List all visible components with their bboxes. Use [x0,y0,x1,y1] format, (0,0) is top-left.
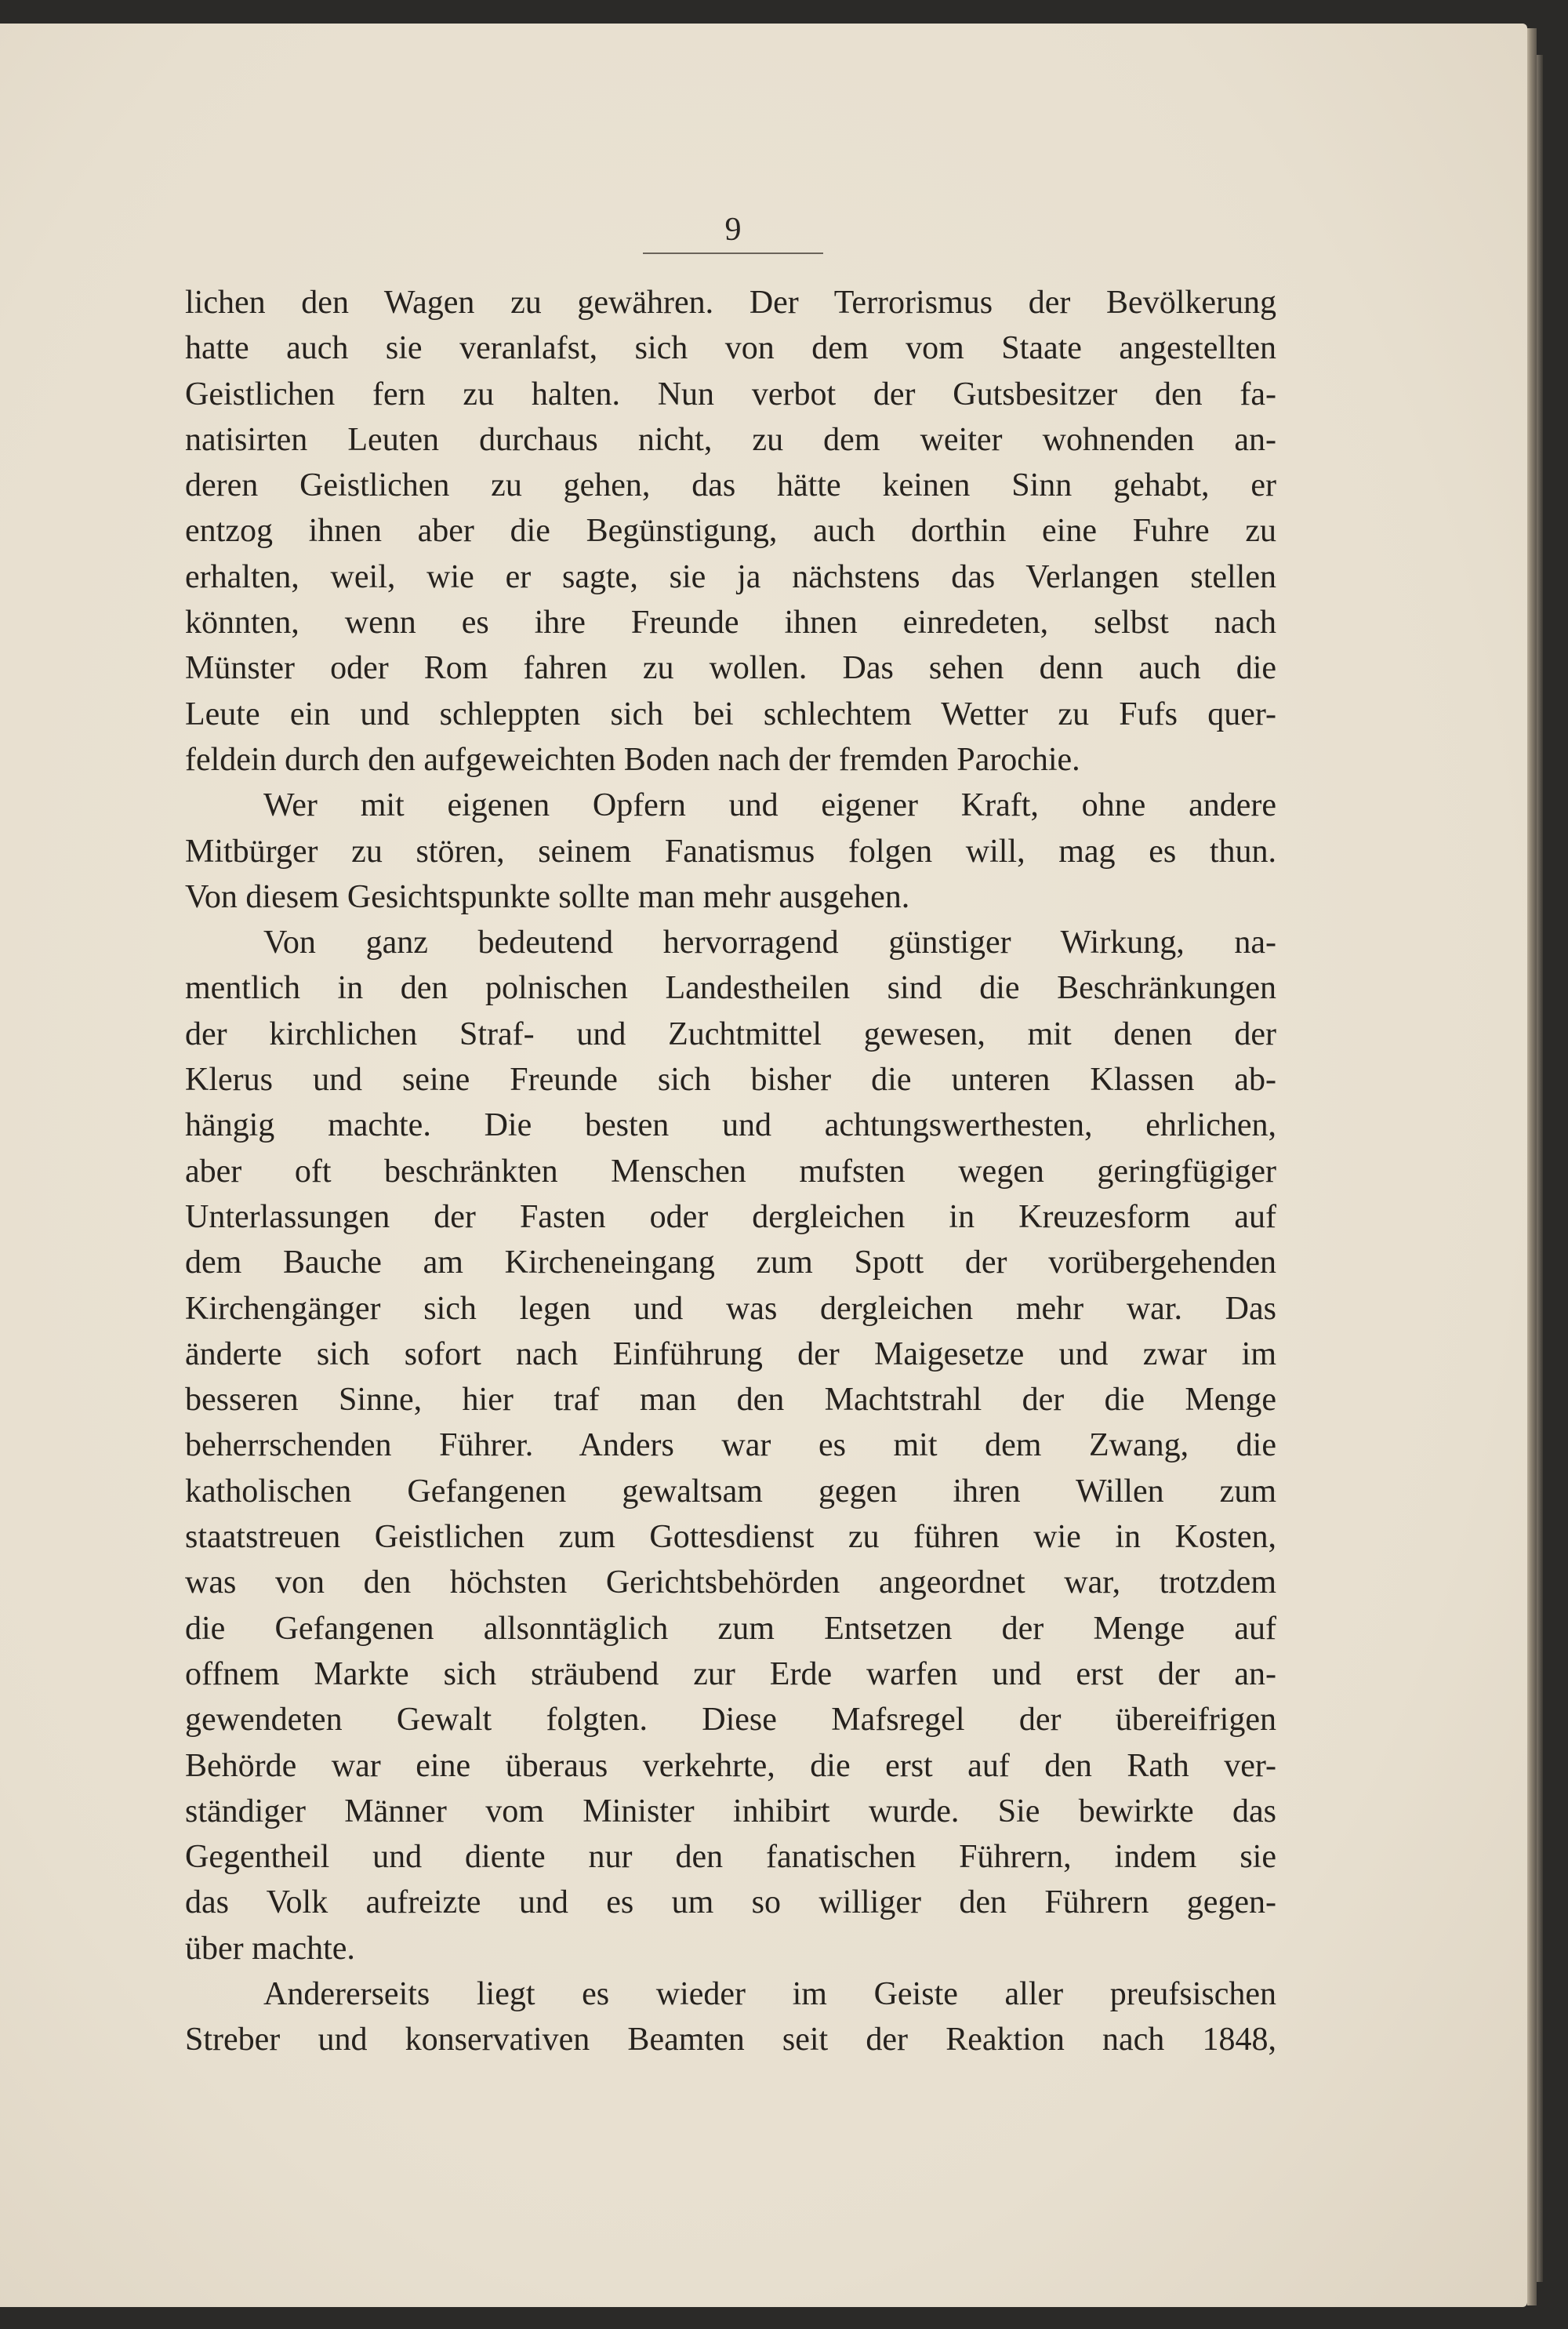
text-line: Münster oder Rom fahren zu wollen. Das sehen denn auch die [185,650,1276,687]
book-edge [1537,55,1543,2282]
text-line: offnem Markte sich sträubend zur Erde warfen und erst der an- [185,1655,1276,1692]
text-line: ständiger Männer vom Minister inhibirt wurde. Sie bewirkte das [185,1793,1276,1829]
text-line: der kirchlichen Straf- und Zuchtmittel gewesen, mit denen der [185,1016,1276,1052]
text-line: natisirten Leuten durchaus nicht, zu dem weiter wohnenden an- [185,421,1276,458]
text-line: Klerus und seine Freunde sich bisher die unteren Klassen ab- [185,1062,1276,1099]
text-line: gewendeten Gewalt folgten. Diese Mafsregel der übereifrigen [185,1702,1276,1739]
page-number: 9 [643,212,823,254]
text-line: staatstreuen Geistlichen zum Gottesdienst zu führen wie in Kosten, [185,1519,1276,1556]
page-edge [1527,28,1537,2305]
text-line: Unterlassungen der Fasten oder dergleichen in Kreuzesform auf [185,1198,1276,1235]
text-line: Andererseits liegt es wieder im Geiste aller preufsischen [263,1975,1276,2012]
text-line: hängig machte. Die besten und achtungswerthesten, ehrlichen, [185,1107,1276,1144]
text-line: Leute ein und schleppten sich bei schlechtem Wetter zu Fufs quer- [185,696,1276,732]
text-line: lichen den Wagen zu gewähren. Der Terrorismus der Bevölkerung [185,285,1276,321]
text-line: mentlich in den polnischen Landestheilen sind die Beschränkungen [185,970,1276,1007]
text-line: Wer mit eigenen Opfern und eigener Kraft, ohne andere [263,787,1276,824]
text-line: erhalten, weil, wie er sagte, sie ja nächstens das Verlangen stellen [185,558,1276,595]
text-line: Geistlichen fern zu halten. Nun verbot der Gutsbesitzer den fa- [185,376,1276,412]
text-line: Behörde war eine überaus verkehrte, die erst auf den Rath ver- [185,1747,1276,1784]
body-text [185,280,1276,2063]
text-line: Kirchengänger sich legen und was dergleichen mehr war. Das [185,1290,1276,1327]
text-line: was von den höchsten Gerichtsbehörden angeordnet war, trotzdem [185,1564,1276,1601]
text-line: Mitbürger zu stören, seinem Fanatismus folgen will, mag es thun. [185,833,1276,870]
text-line: Streber und konservativen Beamten seit der Reaktion nach 1848, [185,2022,1276,2058]
text-line: beherrschenden Führer. Anders war es mit dem Zwang, die [185,1427,1276,1464]
text-line: deren Geistlichen zu gehen, das hätte keinen Sinn gehabt, er [185,467,1276,504]
text-line: dem Bauche am Kircheneingang zum Spott der vorübergehenden [185,1244,1276,1281]
text-line: entzog ihnen aber die Begünstigung, auch dorthin eine Fuhre zu [185,513,1276,550]
text-line: aber oft beschränkten Menschen mufsten wegen geringfügiger [185,1153,1276,1190]
text-line: könnten, wenn es ihre Freunde ihnen einredeten, selbst nach [185,605,1276,641]
text-line: Von diesem Gesichtspunkte sollte man mehr ausgehen. [185,878,910,915]
text-line: Gegentheil und diente nur den fanatischen Führern, indem sie [185,1839,1276,1876]
text-line: besseren Sinne, hier traf man den Machtstrahl der die Menge [185,1382,1276,1419]
text-line: hatte auch sie veranlafst, sich von dem vom Staate angestellten [185,330,1276,367]
book-page [0,24,1527,2307]
text-line: katholischen Gefangenen gewaltsam gegen ihren Willen zum [185,1473,1276,1510]
text-line: feldein durch den aufgeweichten Boden nach der fremden Parochie. [185,741,1080,778]
text-line: Von ganz bedeutend hervorragend günstiger Wirkung, na- [263,925,1276,961]
text-line: über machte. [185,1930,355,1967]
text-line: die Gefangenen allsonntäglich zum Entsetzen der Menge auf [185,1610,1276,1647]
text-line: änderte sich sofort nach Einführung der Maigesetze und zwar im [185,1335,1276,1372]
text-line: das Volk aufreizte und es um so williger den Führern gegen- [185,1884,1276,1921]
